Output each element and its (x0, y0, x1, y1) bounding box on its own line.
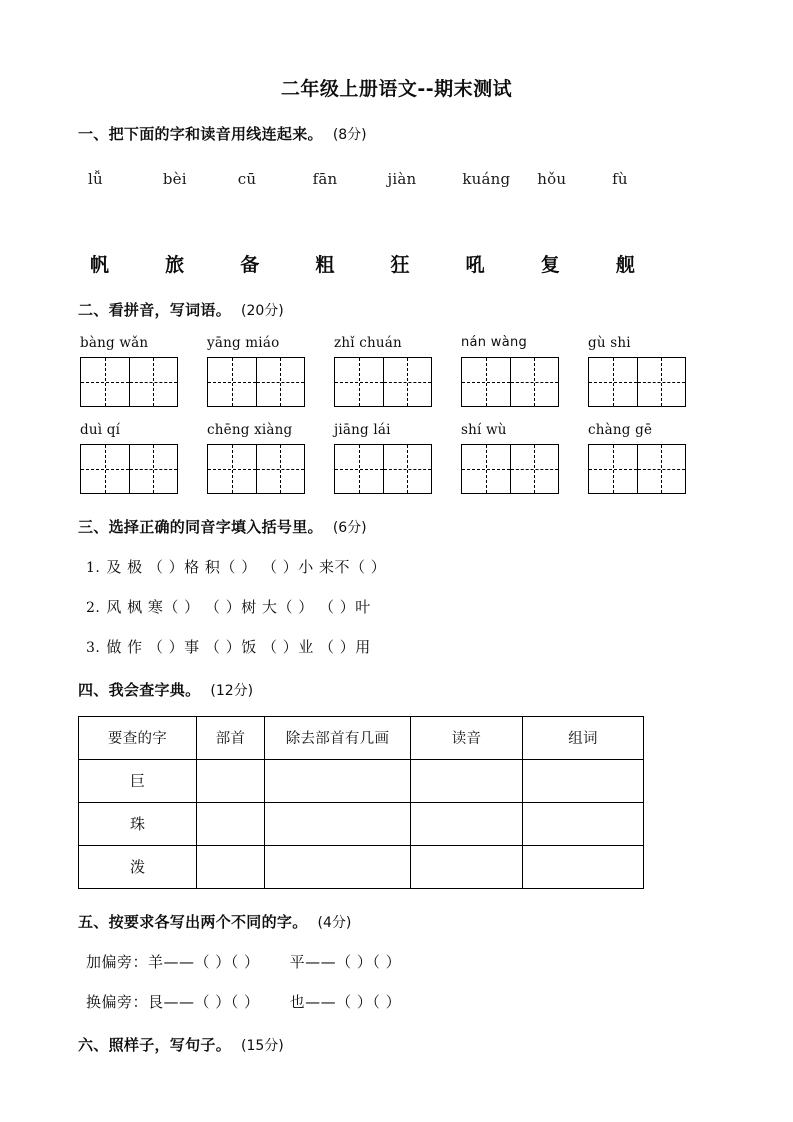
tianzige-square[interactable] (208, 358, 256, 406)
table-row (79, 759, 644, 802)
cell-character: 泼 (79, 845, 197, 888)
tianzige-box[interactable] (207, 357, 305, 407)
item-text[interactable]: 及 极 （ ）格 积（ ） （ ）小 来不（ ） (106, 557, 387, 576)
section-6-points: (15分) (241, 1037, 284, 1054)
hanzi-item[interactable]: 吼 (465, 253, 486, 276)
item-number: 1. (86, 559, 101, 576)
pinyin-prompt: bàng wǎn (80, 334, 149, 351)
radical-line-add (78, 951, 715, 972)
hanzi-item[interactable]: 备 (240, 253, 261, 276)
tianzige-square[interactable] (129, 445, 178, 493)
table-header-row (79, 716, 644, 759)
tianzige-square[interactable] (462, 358, 510, 406)
tianzige-square[interactable] (589, 445, 637, 493)
write-word-group (207, 421, 330, 494)
radical-line-second[interactable]: 也——（ ）（ ） (289, 992, 402, 1011)
tianzige-square[interactable] (510, 358, 559, 406)
item-number: 2. (86, 599, 101, 616)
tianzige-square[interactable] (462, 445, 510, 493)
section-1-hanzi-row (78, 250, 715, 277)
cell-radical[interactable] (197, 845, 265, 888)
pinyin-prompt: jiāng lái (334, 421, 391, 438)
tianzige-square[interactable] (208, 445, 256, 493)
pinyin-item[interactable]: lǚ (88, 169, 103, 188)
cell-radical[interactable] (197, 802, 265, 845)
cell-stroke-count[interactable] (265, 802, 411, 845)
write-word-group (461, 334, 584, 407)
pinyin-item[interactable]: jiàn (387, 169, 417, 188)
cell-radical[interactable] (197, 759, 265, 802)
table-row (79, 845, 644, 888)
section-3-heading (78, 516, 715, 537)
pinyin-prompt: zhǐ chuán (334, 334, 402, 351)
write-word-group (207, 334, 330, 407)
homophone-item (78, 556, 715, 577)
page-title: 二年级上册语文--期末测试 (280, 78, 513, 100)
column-header-word: 组词 (523, 716, 644, 759)
write-word-group (334, 421, 457, 494)
dictionary-table (78, 716, 644, 889)
radical-line-change (78, 991, 715, 1012)
tianzige-box[interactable] (461, 357, 559, 407)
section-3-heading-text: 三、选择正确的同音字填入括号里。 (78, 517, 323, 536)
pinyin-item[interactable]: cū (237, 169, 257, 188)
pinyin-prompt: gù shi (588, 334, 631, 351)
cell-stroke-count[interactable] (265, 845, 411, 888)
homophone-item (78, 596, 715, 617)
hanzi-item[interactable]: 狂 (390, 253, 411, 276)
radical-line-first[interactable]: 艮——（ ）（ ） (148, 992, 260, 1011)
item-number: 3. (86, 639, 101, 656)
section-5-points: (4分) (317, 914, 352, 931)
write-word-group (588, 334, 711, 407)
section-6-heading (78, 1034, 715, 1055)
section-5-heading (78, 911, 715, 932)
pinyin-prompt: chēng xiàng (207, 421, 293, 438)
pinyin-prompt: shí wù (461, 421, 507, 438)
pinyin-item[interactable]: bèi (162, 169, 187, 188)
section-1-points: (8分) (332, 126, 367, 143)
hanzi-item[interactable]: 复 (540, 253, 561, 276)
radical-line-second[interactable]: 平——（ ）（ ） (289, 952, 402, 971)
write-word-group (588, 421, 711, 494)
column-header-radical: 部首 (197, 716, 265, 759)
cell-character: 巨 (79, 759, 197, 802)
cell-pronunciation[interactable] (411, 845, 523, 888)
section-1-pinyin-row (78, 170, 715, 188)
cell-stroke-count[interactable] (265, 759, 411, 802)
column-header-character: 要查的字 (79, 716, 197, 759)
radical-line-label: 换偏旁： (86, 992, 149, 1011)
pinyin-item[interactable]: fān (312, 169, 338, 188)
tianzige-square[interactable] (335, 445, 383, 493)
section-5-heading-text: 五、按要求各写出两个不同的字。 (78, 912, 308, 931)
section-1-heading (78, 123, 715, 144)
write-word-group (334, 334, 457, 407)
hanzi-item[interactable]: 粗 (315, 253, 336, 276)
cell-word[interactable] (523, 759, 644, 802)
cell-pronunciation[interactable] (411, 759, 523, 802)
hanzi-item[interactable]: 帆 (90, 253, 111, 276)
hanzi-item[interactable]: 旅 (165, 253, 186, 276)
item-text[interactable]: 风 枫 寒（ ） （ ）树 大（ ） （ ）叶 (106, 597, 371, 616)
pinyin-prompt: yāng miáo (207, 334, 280, 351)
section-1-heading-text: 一、把下面的字和读音用线连起来。 (78, 124, 323, 143)
table-row (79, 802, 644, 845)
write-word-group (461, 421, 584, 494)
tianzige-square[interactable] (129, 358, 178, 406)
radical-line-label: 加偏旁： (86, 952, 149, 971)
section-3-points: (6分) (332, 519, 367, 536)
tianzige-box[interactable] (334, 357, 432, 407)
tianzige-square[interactable] (383, 358, 432, 406)
radical-line-first[interactable]: 羊——（ ）（ ） (148, 952, 260, 971)
tianzige-box[interactable] (207, 444, 305, 494)
tianzige-square[interactable] (256, 358, 305, 406)
pinyin-item[interactable]: fù (612, 169, 628, 188)
tianzige-square[interactable] (589, 358, 637, 406)
section-2-heading-text: 二、看拼音，写词语。 (78, 300, 232, 319)
section-4-heading (78, 679, 715, 700)
tianzige-square[interactable] (81, 445, 129, 493)
item-text[interactable]: 做 作 （ ）事 （ ）饭 （ ）业 （ ）用 (106, 637, 371, 656)
pinyin-prompt: duì qí (80, 421, 121, 438)
cell-character: 珠 (79, 802, 197, 845)
tianzige-square[interactable] (637, 445, 686, 493)
tianzige-box[interactable] (80, 357, 178, 407)
pinyin-item[interactable]: kuáng (462, 169, 511, 188)
section-2-row-2 (78, 421, 715, 494)
section-2-row-1 (78, 334, 715, 407)
tianzige-square[interactable] (256, 445, 305, 493)
hanzi-item[interactable]: 舰 (615, 253, 636, 276)
tianzige-square[interactable] (510, 445, 559, 493)
cell-word[interactable] (523, 845, 644, 888)
section-2-heading (78, 299, 715, 320)
column-header-stroke-count: 除去部首有几画 (265, 716, 411, 759)
homophone-item (78, 636, 715, 657)
tianzige-box[interactable] (334, 444, 432, 494)
tianzige-box[interactable] (588, 444, 686, 494)
write-word-group (80, 334, 203, 407)
pinyin-prompt: chàng gē (588, 421, 653, 438)
column-header-pronunciation: 读音 (411, 716, 523, 759)
write-word-group (80, 421, 203, 494)
tianzige-box[interactable] (80, 444, 178, 494)
tianzige-square[interactable] (383, 445, 432, 493)
section-6-heading-text: 六、照样子，写句子。 (78, 1035, 232, 1054)
tianzige-square[interactable] (81, 358, 129, 406)
pinyin-prompt: nán wàng (461, 334, 528, 350)
cell-pronunciation[interactable] (411, 802, 523, 845)
section-4-points: (12分) (210, 682, 254, 699)
pinyin-item[interactable]: hǒu (537, 169, 567, 188)
section-4-heading-text: 四、我会查字典。 (78, 680, 201, 699)
tianzige-box[interactable] (588, 357, 686, 407)
tianzige-square[interactable] (335, 358, 383, 406)
tianzige-square[interactable] (637, 358, 686, 406)
tianzige-box[interactable] (461, 444, 559, 494)
cell-word[interactable] (523, 802, 644, 845)
section-2-points: (20分) (241, 302, 284, 319)
